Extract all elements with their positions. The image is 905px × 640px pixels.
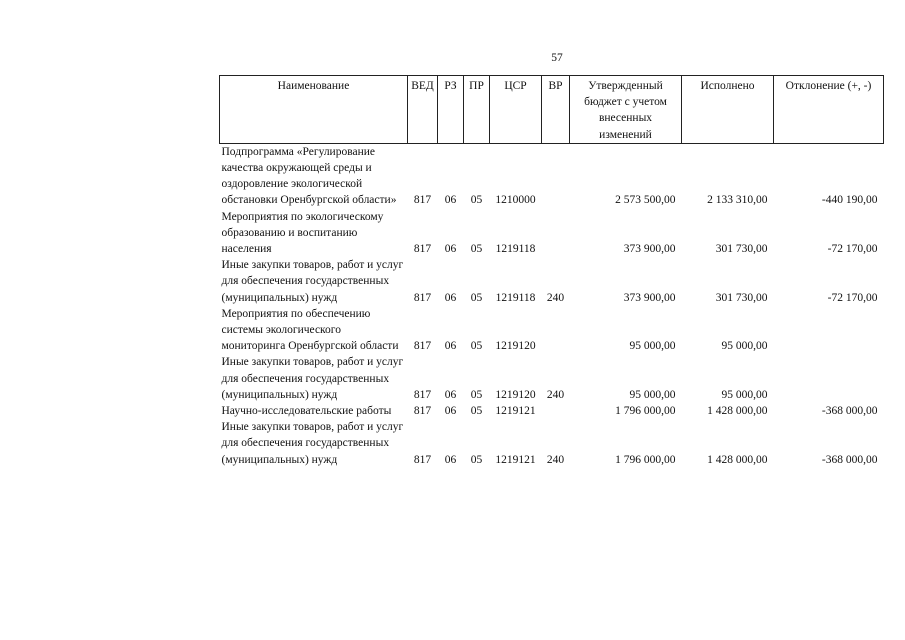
row-vr: 240	[546, 291, 565, 304]
row-rz: 06	[444, 340, 457, 353]
row-ved: 817	[413, 388, 432, 401]
row-vr: 240	[546, 453, 565, 466]
table-row	[220, 257, 884, 306]
header-name: Наименование	[220, 76, 408, 144]
row-ved: 817	[413, 453, 432, 466]
row-csr: 1219120	[495, 388, 536, 401]
row-ved: 817	[413, 340, 432, 353]
row-pr: 05	[470, 340, 483, 353]
row-approved: 373 900,00	[623, 291, 676, 304]
row-deviation: -368 000,00	[821, 453, 878, 466]
row-name: Иные закупки товаров, работ и услуг для обеспечения государственных (муниципальных) нужд	[221, 421, 404, 466]
row-ved: 817	[413, 194, 432, 207]
row-pr: 05	[470, 243, 483, 256]
row-csr: 1219121	[495, 453, 536, 466]
row-name: Иные закупки товаров, работ и услуг для обеспечения государственных (муниципальных) нужд	[221, 259, 404, 304]
header-approved-budget: Утвержденный бюджет с учетом внесенных изменений	[570, 76, 682, 144]
row-executed: 1 428 000,00	[707, 453, 768, 466]
row-name: Мероприятия по обеспечению системы экологического мониторинга Оренбургской области	[221, 307, 399, 353]
header-deviation: Отклонение (+, -)	[774, 76, 884, 144]
row-rz: 06	[444, 291, 457, 304]
table-row	[220, 354, 884, 403]
table-row	[220, 306, 884, 355]
table-row	[220, 403, 884, 419]
row-executed: 95 000,00	[721, 388, 768, 401]
header-rz: РЗ	[438, 76, 464, 144]
table-row	[220, 419, 884, 468]
row-rz: 06	[444, 453, 457, 466]
row-rz: 06	[444, 194, 457, 207]
row-approved: 1 796 000,00	[615, 453, 676, 466]
row-csr: 1219118	[495, 291, 536, 304]
row-deviation: -440 190,00	[821, 194, 878, 207]
row-pr: 05	[470, 388, 483, 401]
row-name: Научно-исследовательские работы	[221, 405, 392, 418]
row-csr: 1210000	[495, 194, 536, 207]
row-vr	[542, 143, 570, 208]
budget-execution-table	[219, 75, 884, 468]
row-executed: 301 730,00	[715, 291, 768, 304]
row-executed: 1 428 000,00	[707, 405, 768, 418]
row-rz: 06	[444, 405, 457, 418]
row-ved: 817	[413, 405, 432, 418]
row-csr: 1219118	[495, 243, 536, 256]
table-row	[220, 209, 884, 258]
row-rz: 06	[444, 243, 457, 256]
row-deviation: -72 170,00	[827, 243, 878, 256]
row-name: Подпрограмма «Регулирование качества окружающей среды и оздоровление экологической обстановки Оренбургской области»	[221, 145, 397, 207]
row-csr: 1219121	[495, 405, 536, 418]
row-vr	[542, 209, 570, 258]
row-deviation: -72 170,00	[827, 291, 878, 304]
row-vr	[542, 403, 570, 419]
row-pr: 05	[470, 291, 483, 304]
header-vr: ВР	[542, 76, 570, 144]
header-pr: ПР	[464, 76, 490, 144]
row-pr: 05	[470, 405, 483, 418]
row-executed: 2 133 310,00	[707, 194, 768, 207]
row-executed: 301 730,00	[715, 243, 768, 256]
row-vr: 240	[546, 388, 565, 401]
row-name: Иные закупки товаров, работ и услуг для обеспечения государственных (муниципальных) нужд	[221, 356, 404, 401]
row-ved: 817	[413, 243, 432, 256]
row-approved: 95 000,00	[629, 340, 676, 353]
row-deviation	[774, 354, 884, 403]
row-vr	[542, 306, 570, 355]
row-deviation: -368 000,00	[821, 405, 878, 418]
table-row	[220, 143, 884, 208]
header-csr: ЦСР	[490, 76, 542, 144]
header-executed: Исполнено	[682, 76, 774, 144]
page-number: 57	[551, 52, 563, 64]
table-header-row	[220, 76, 884, 144]
row-rz: 06	[444, 388, 457, 401]
row-approved: 1 796 000,00	[615, 405, 676, 418]
row-pr: 05	[470, 453, 483, 466]
header-ved: ВЕД	[408, 76, 438, 144]
row-csr: 1219120	[495, 340, 536, 353]
row-approved: 2 573 500,00	[615, 194, 676, 207]
row-approved: 95 000,00	[629, 388, 676, 401]
row-pr: 05	[470, 194, 483, 207]
row-deviation	[774, 306, 884, 355]
row-ved: 817	[413, 291, 432, 304]
row-name: Мероприятия по экологическому образованию и воспитанию населения	[221, 210, 384, 256]
row-executed: 95 000,00	[721, 340, 768, 353]
row-approved: 373 900,00	[623, 243, 676, 256]
